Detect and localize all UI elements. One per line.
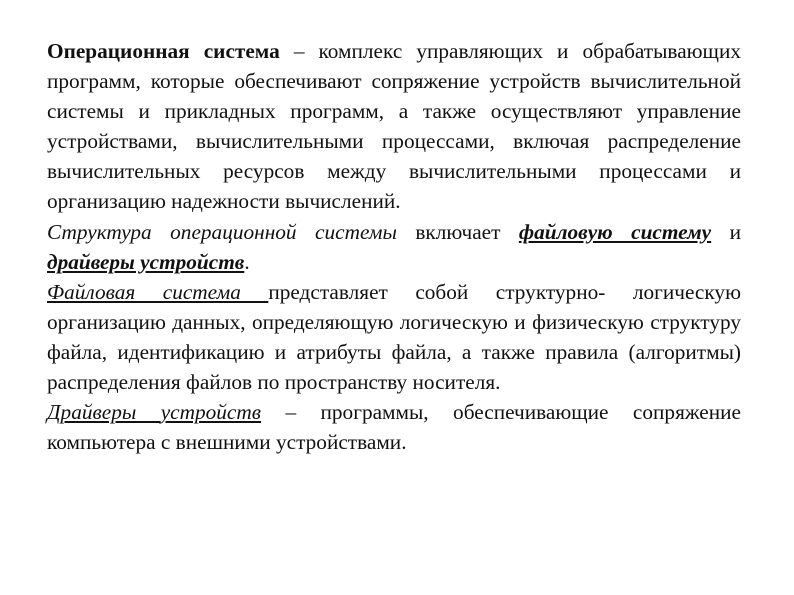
link-file-system[interactable]: файловую систему [518,219,712,244]
os-structure-period: . [244,249,250,274]
term-file-system: Файловая система [47,279,269,304]
term-os-structure: Структура операционной системы [47,219,397,244]
term-devices: устройств [160,400,262,425]
definition-file-system [47,277,741,397]
definition-file-system-text: представляет собой структурно- логическую организацию данных, определяющую логическую и физическую структуру файла, идентификацию и атрибуты файла, а также правила (алгоритмы) распределения файлов по пространству носителя. [47,279,741,395]
slide-content [47,36,741,457]
term-operating-system: Операционная система [47,39,280,63]
os-structure-includes: включает [396,219,519,244]
definition-device-drivers-text: – программы, обеспечивающие сопряжение компьютера с внешними устройствами. [47,400,742,455]
definition-os [47,36,741,217]
os-structure [47,217,741,277]
term-drivers: Драйверы [47,400,161,425]
os-structure-and: и [711,219,741,244]
definition-os-text: – комплекс управляющих и обрабатывающих программ, которые обеспечивают сопряжение устройств вычислительной системы и прикладных программ, а также осуществляют управление устройствами, вычислительными процессами, включая распределение вычислительных ресурсов между вычислительными процессами и организацию надежности вычислений. [47,39,742,214]
link-device-drivers[interactable]: драйверы устройств [47,249,245,274]
definition-device-drivers [47,397,741,457]
